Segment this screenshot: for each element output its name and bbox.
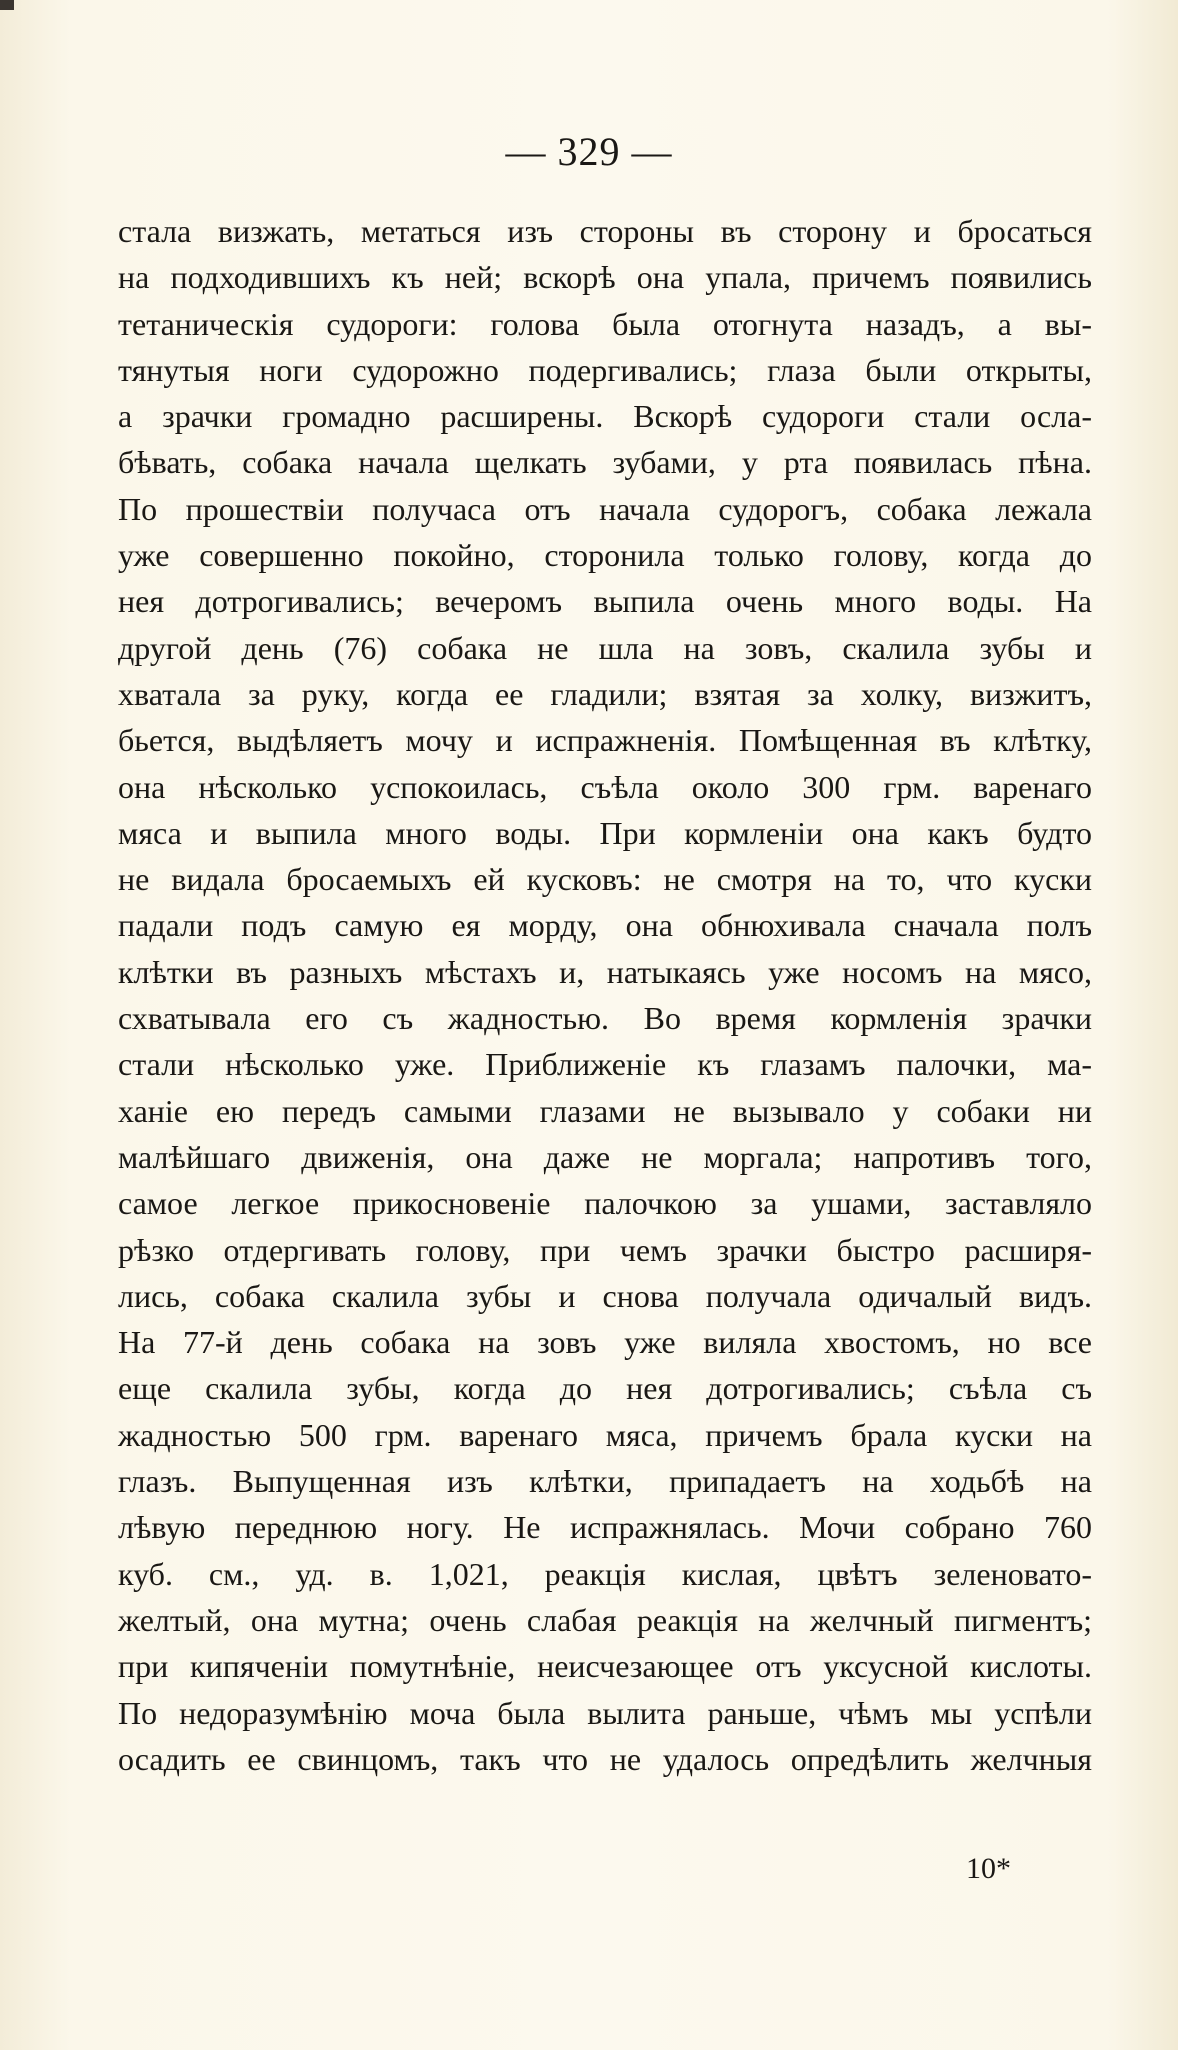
text-line: стала визжать, метаться изъ стороны въ сторону и бросаться: [118, 213, 1092, 249]
text-line: а зрачки громадно расширены. Вскорѣ судороги стали осла-: [118, 398, 1092, 435]
text-line: нея дотрогивались; вечеромъ выпила очень много воды. На: [118, 583, 1092, 620]
text-line: лѣвую переднюю ногу. Не испражнялась. Мочи собрано 760: [118, 1509, 1092, 1546]
text-line: ханіе ею передъ самыми глазами не вызывало у собаки ни: [118, 1092, 1092, 1129]
text-line: схватывала его съ жадностью. Во время кормленія зрачки: [118, 1000, 1092, 1037]
body-text: [118, 208, 1092, 1782]
text-line: еще скалила зубы, когда до нея дотрогивались; съѣла съ: [118, 1370, 1092, 1407]
text-line: жадностью 500 грм. варенаго мяса, причемъ брала куски на: [118, 1416, 1092, 1453]
text-line: бьется, выдѣляетъ мочу и испражненія. Помѣщенная въ клѣтку,: [118, 722, 1092, 759]
text-line: желтый, она мутна; очень слабая реакція на желчный пигментъ;: [118, 1601, 1092, 1638]
printer-signature-mark: 10*: [966, 1852, 1011, 1885]
text-line: лись, собака скалила зубы и снова получала одичалый видъ.: [118, 1277, 1092, 1314]
text-line: мяса и выпила много воды. При кормленіи она какъ будто: [118, 814, 1092, 851]
text-line: она нѣсколько успокоилась, съѣла около 300 грм. варенаго: [118, 768, 1092, 805]
text-line: осадить ее свинцомъ, такъ что не удалось опредѣлить желчныя: [118, 1740, 1092, 1777]
page-edge-mark: [0, 0, 14, 10]
text-line: падали подъ самую ея морду, она обнюхивала сначала полъ: [118, 907, 1092, 944]
text-line: рѣзко отдергивать голову, при чемъ зрачки быстро расширя-: [118, 1231, 1092, 1268]
text-line: малѣйшаго движенія, она даже не моргала; напротивъ того,: [118, 1138, 1092, 1175]
text-line: клѣтки въ разныхъ мѣстахъ и, натыкаясь уже носомъ на мясо,: [118, 953, 1092, 990]
text-line: бѣвать, собака начала щелкать зубами, у рта появилась пѣна.: [118, 444, 1092, 481]
text-line: самое легкое прикосновеніе палочкою за ушами, заставляло: [118, 1185, 1092, 1222]
text-line: куб. см., уд. в. 1,021, реакція кислая, цвѣтъ зеленовато-: [118, 1555, 1092, 1592]
text-line: стали нѣсколько уже. Приближеніе къ глазамъ палочки, ма-: [118, 1046, 1092, 1083]
text-line: По прошествіи получаса отъ начала судорогъ, собака лежала: [118, 490, 1092, 527]
text-line: при кипяченіи помутнѣніе, неисчезающее отъ уксусной кислоты.: [118, 1648, 1092, 1685]
text-line: другой день (76) собака не шла на зовъ, скалила зубы и: [118, 629, 1092, 666]
text-line: не видала бросаемыхъ ей кусковъ: не смотря на то, что куски: [118, 861, 1092, 898]
text-line: глазъ. Выпущенная изъ клѣтки, припадаетъ на ходьбѣ на: [118, 1463, 1092, 1500]
text-line: тянутыя ноги судорожно подергивались; глаза были открыты,: [118, 351, 1092, 388]
text-line: тетаническія судороги: голова была отогнута назадъ, а вы-: [118, 305, 1092, 342]
text-line: На 77-й день собака на зовъ уже виляла хвостомъ, но все: [118, 1324, 1092, 1361]
page-number: — 329 —: [505, 129, 673, 174]
text-line: уже совершенно покойно, сторонила только голову, когда до: [118, 537, 1092, 574]
text-line: хватала за руку, когда ее гладили; взятая за холку, визжитъ,: [118, 675, 1092, 712]
text-line: По недоразумѣнію моча была вылита раньше, чѣмъ мы успѣли: [118, 1694, 1092, 1731]
text-line: на подходившихъ къ ней; вскорѣ она упала, причемъ появились: [118, 259, 1092, 296]
